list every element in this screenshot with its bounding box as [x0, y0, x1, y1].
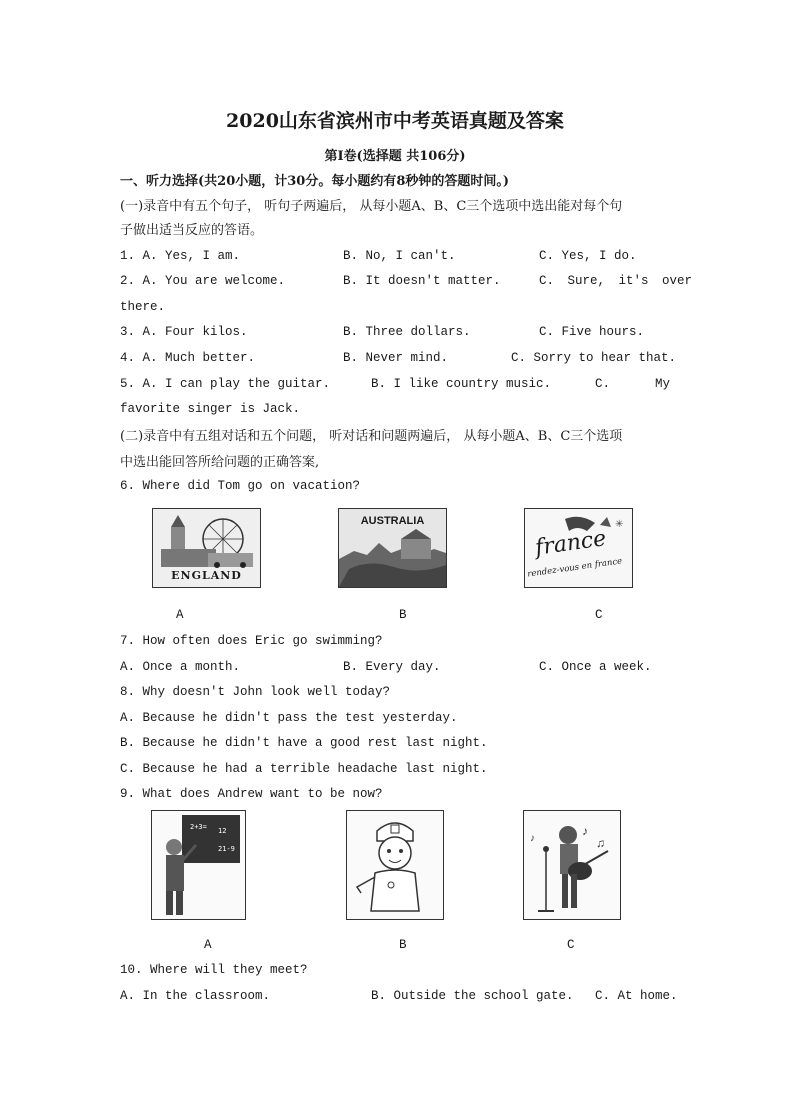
page-title: 2020山东省滨州市中考英语真题及答案 — [226, 110, 564, 132]
q2-option-a: 2. A. You are welcome. — [120, 274, 286, 288]
q4-option-c: C. Sorry to hear that. — [511, 351, 677, 365]
q5-option-a: 5. A. I can play the guitar. — [120, 377, 331, 391]
q9-label-b: B — [399, 938, 407, 952]
q6-picture-a-text: ENGLAND — [171, 569, 242, 582]
part2-instruction-line1: (二)录音中有五组对话和五个问题， 听对话和问题两遍后， 从每小题A、B、C三个选项 — [120, 429, 623, 444]
q9-picture-a — [151, 810, 246, 920]
q10-option-b: B. Outside the school gate. — [371, 989, 574, 1003]
q9-question: 9. What does Andrew want to be now? — [120, 787, 383, 801]
q6-label-b: B — [399, 608, 407, 622]
q5-option-c-continued: favorite singer is Jack. — [120, 402, 301, 416]
svg-text:12: 12 — [218, 827, 227, 835]
q7-question: 7. How often does Eric go swimming? — [120, 634, 383, 648]
q10-question: 10. Where will they meet? — [120, 963, 308, 977]
q9-picture-c — [523, 810, 621, 920]
q1-option-b: B. No, I can't. — [343, 249, 456, 263]
q7-option-c: C. Once a week. — [539, 660, 652, 674]
q2-option-c: C. Sure, it's over — [539, 274, 693, 288]
q1-option-a: 1. A. Yes, I am. — [120, 249, 241, 263]
q6-picture-c-text: france — [533, 526, 608, 561]
q4-option-a: 4. A. Much better. — [120, 351, 256, 365]
q3-option-b: B. Three dollars. — [343, 325, 471, 339]
q7-option-a: A. Once a month. — [120, 660, 241, 674]
q6-picture-c — [524, 508, 633, 588]
section-heading: 一、听力选择(共20小题，计30分。每小题约有8秒钟的答题时间。) — [120, 174, 510, 189]
q6-picture-b-text: AUSTRALIA — [360, 515, 425, 527]
q6-picture-b — [338, 508, 447, 588]
svg-text:2+3=: 2+3= — [190, 823, 207, 831]
q3-option-c: C. Five hours. — [539, 325, 645, 339]
q5-option-c-label: C. — [595, 377, 611, 391]
q5-option-c-start: My — [655, 377, 671, 391]
q6-picture-c-subtext: rendez-vous en france — [526, 556, 623, 580]
svg-text:21-9: 21-9 — [218, 845, 235, 853]
part1-instruction-line1: (一)录音中有五个句子， 听句子两遍后， 从每小题A、B、C三个选项中选出能对每个句 — [120, 199, 623, 214]
q6-label-a: A — [176, 608, 184, 622]
q9-picture-b — [346, 810, 444, 920]
svg-text:♪: ♪ — [530, 833, 535, 844]
q9-label-c: C — [567, 938, 575, 952]
q5-option-b: B. I like country music. — [371, 377, 552, 391]
q1-option-c: C. Yes, I do. — [539, 249, 637, 263]
part1-instruction-line2: 子做出适当反应的答语。 — [120, 223, 264, 238]
q8-option-b: B. Because he didn't have a good rest last night. — [120, 736, 488, 750]
q6-picture-a — [152, 508, 261, 588]
svg-text:✳: ✳ — [615, 519, 624, 530]
q2-option-b: B. It doesn't matter. — [343, 274, 501, 288]
q2-option-c-continued: there. — [120, 300, 166, 314]
q9-label-a: A — [204, 938, 212, 952]
q8-option-c: C. Because he had a terrible headache last night. — [120, 762, 488, 776]
svg-text:♪: ♪ — [582, 824, 588, 838]
q7-option-b: B. Every day. — [343, 660, 441, 674]
q8-question: 8. Why doesn't John look well today? — [120, 685, 391, 699]
part2-instruction-line2: 中选出能回答所给问题的正确答案, — [120, 455, 320, 470]
q4-option-b: B. Never mind. — [343, 351, 449, 365]
q8-option-a: A. Because he didn't pass the test yesterday. — [120, 711, 458, 725]
q6-question: 6. Where did Tom go on vacation? — [120, 479, 361, 493]
q6-label-c: C — [595, 608, 603, 622]
q3-option-a: 3. A. Four kilos. — [120, 325, 248, 339]
q10-option-c: C. At home. — [595, 989, 678, 1003]
paper-subtitle: 第Ⅰ卷(选择题 共106分) — [324, 149, 466, 164]
q10-option-a: A. In the classroom. — [120, 989, 271, 1003]
svg-text:♫: ♫ — [596, 836, 605, 850]
